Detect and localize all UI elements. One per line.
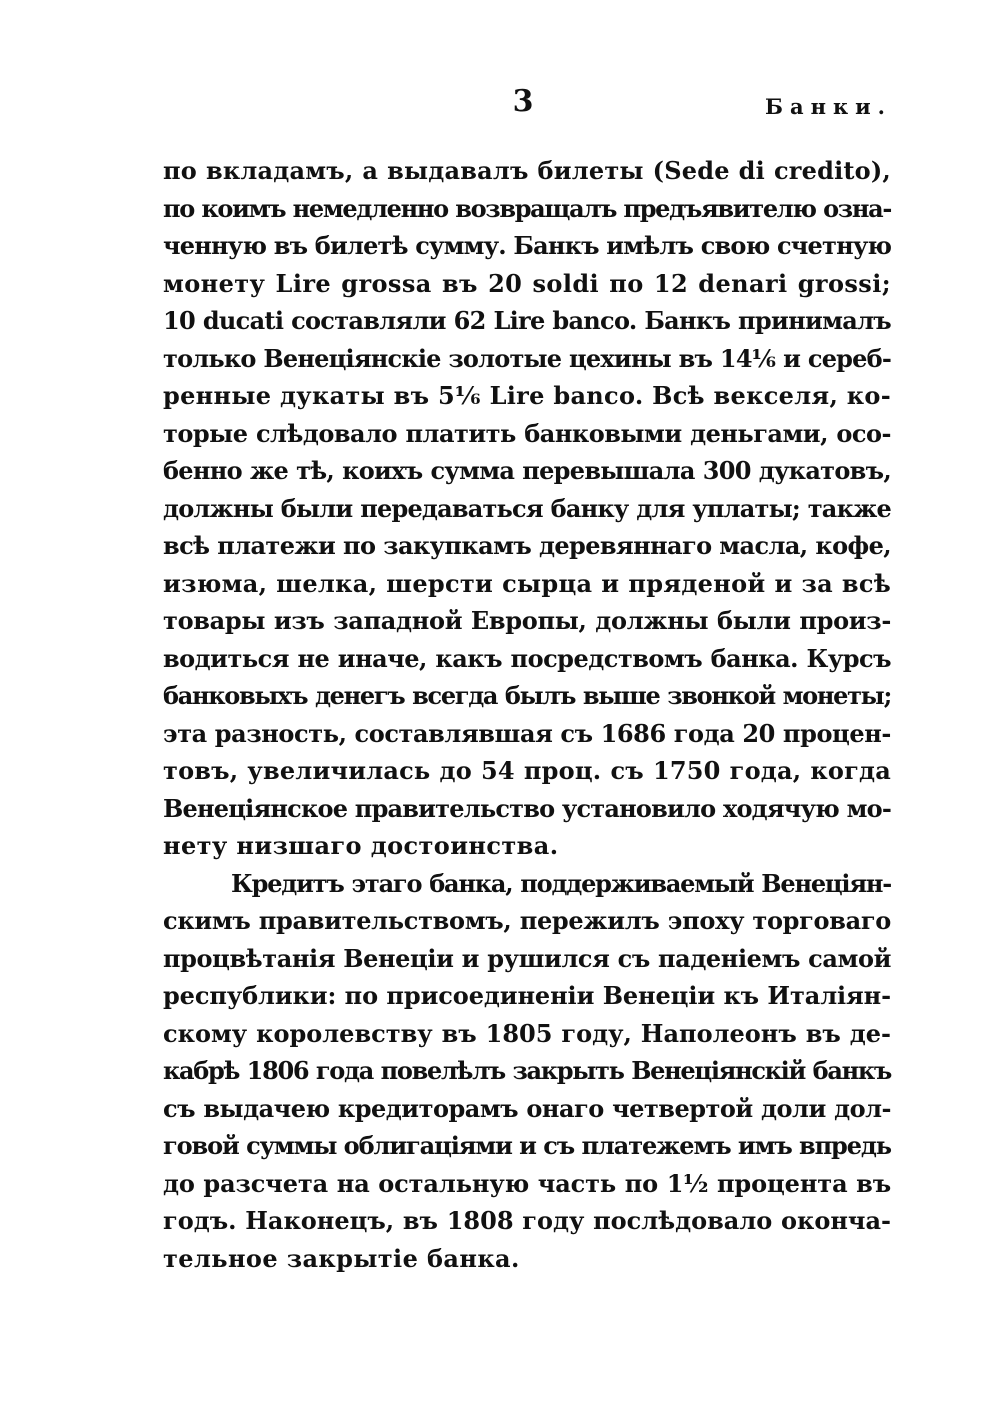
text-line: процвѣтанія Венеціи и рушился съ паденіемъ самой	[163, 943, 891, 973]
text-line: до разсчета на остальную часть по 1⅟₂ процента въ	[163, 1168, 891, 1198]
text-line: республики: по присоединеніи Венеціи къ Италіян-	[163, 981, 891, 1010]
text-line: ченную въ билетѣ сумму. Банкъ имѣлъ свою счетную	[163, 231, 892, 260]
text-line: годъ. Наконецъ, въ 1808 году послѣдовало оконча-	[163, 1206, 891, 1235]
text-line: 10 ducati составляли 62 Lire banco. Банкъ принималъ	[163, 306, 891, 335]
text-line: банковыхъ денегъ всегда былъ выше звонкой монеты;	[163, 681, 891, 710]
text-line: только Венеціянскіе золотые цехины въ 14⅟₆ и сереб-	[163, 343, 891, 373]
body-text	[163, 152, 891, 1277]
text-line: съ выдачею кредиторамъ онаго четвертой доли дол-	[163, 1093, 891, 1123]
text-line: нету низшаго достоинства.	[163, 831, 559, 860]
text-line: изюма, шелка, шерсти сырца и пряденой и за всѣ	[163, 568, 891, 598]
page-number: 3	[512, 84, 534, 119]
text-line: кабрѣ 1806 года повелѣлъ закрыть Венеціянскій банкъ	[163, 1056, 891, 1085]
text-line: бенно же тѣ, коихъ сумма перевышала 300 дукатовъ,	[163, 456, 891, 485]
text-line: товары изъ западной Европы, должны были произ-	[163, 606, 891, 635]
text-line: торые слѣдовало платить банковыми деньгами, осо-	[163, 418, 891, 448]
text-line: скимъ правительствомъ, пережилъ эпоху торговаго	[163, 906, 891, 935]
text-line: по вкладамъ, а выдавалъ билеты (Sede di credito),	[163, 156, 891, 185]
text-line: водиться не иначе, какъ посредствомъ банка. Курсъ	[163, 643, 891, 673]
text-line: должны были передаваться банку для уплаты; также	[163, 493, 891, 523]
text-line: монету Lire grossa въ 20 soldi по 12 denari grossi;	[163, 268, 891, 298]
text-line: ренные дукаты въ 5⅟₆ Lire banco. Всѣ векселя, ко-	[163, 381, 891, 410]
text-line: по коимъ немедленно возвращалъ предъявителю озна-	[163, 193, 891, 223]
text-line: товъ, увеличилась до 54 проц. съ 1750 года, когда	[163, 756, 891, 785]
text-line: тельное закрытіе банка.	[163, 1243, 520, 1273]
paragraph-2	[163, 865, 891, 1278]
text-line: Венеціянское правительство установило ходячую мо-	[163, 793, 891, 823]
paragraph-1	[163, 152, 891, 865]
text-line: скому королевству въ 1805 году, Наполеонъ въ де-	[163, 1018, 891, 1048]
text-line: говой суммы облигаціями и съ платежемъ имъ впредь	[163, 1131, 891, 1160]
text-line: эта разность, составлявшая съ 1686 года 20 процен-	[163, 718, 891, 748]
text-line: всѣ платежи по закупкамъ деревяннаго масла, кофе,	[163, 531, 891, 560]
text-line: Кредитъ этаго банка, поддерживаемый Венеціян-	[231, 868, 891, 898]
running-head: Банки.	[765, 94, 892, 119]
